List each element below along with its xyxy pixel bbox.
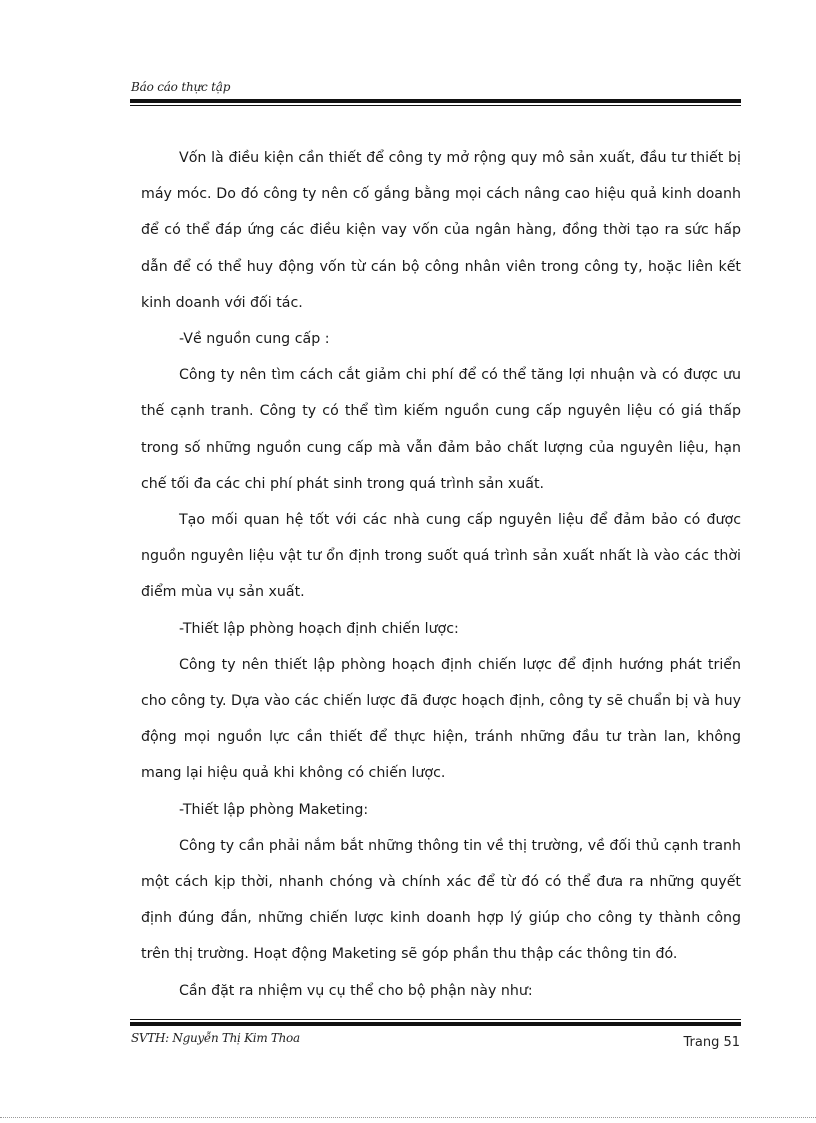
paragraph: Tạo mối quan hệ tốt với các nhà cung cấp nguyên liệu để đảm bảo có được nguồn nguyên liệu vật tư ổn định trong suốt quá trình sản xuất nhất là vào các thời điểm mùa vụ sản xuất. — [141, 512, 741, 601]
footer-author: SVTH: Nguyễn Thị Kim Thoa — [131, 1031, 300, 1045]
paragraph: Vốn là điều kiện cần thiết để công ty mở rộng quy mô sản xuất, đầu tư thiết bị máy móc. Do đó công ty nên cố gắng bằng mọi cách nâng cao hiệu quả kinh doanh để có thể đáp ứng các điều kiện vay vốn của ngân hàng, đồng thời tạo ra sức hấp dẫn để có thể huy động vốn từ cán bộ công nhân viên trong công ty, hoặc liên kết kinh doanh với đối tác. — [141, 150, 741, 311]
body-text — [141, 140, 741, 1009]
paragraph: -Thiết lập phòng Maketing: — [179, 801, 369, 818]
paragraph: Công ty cần phải nắm bắt những thông tin về thị trường, về đối thủ cạnh tranh một cách kịp thời, nhanh chóng và chính xác để từ đó có thể đưa ra những quyết định đúng đắn, những chiến lược kinh doanh hợp lý giúp cho công ty thành công trên thị trường. Hoạt động Maketing sẽ góp phần thu thập các thông tin đó. — [141, 837, 741, 963]
paragraph: -Thiết lập phòng hoạch định chiến lược: — [179, 620, 459, 637]
footer-rule-thick — [130, 1022, 741, 1026]
footer-rule-thin — [130, 1019, 741, 1020]
header-title: Báo cáo thực tập — [131, 80, 231, 94]
paragraph: Công ty nên thiết lập phòng hoạch định chiến lược để định hướng phát triển cho công ty. Dựa vào các chiến lược đã được hoạch định, công ty sẽ chuẩn bị và huy động mọi nguồn lực cần thiết để thực hiện, tránh những đầu tư tràn lan, không mang lại hiệu quả khi không có chiến lược. — [141, 656, 741, 782]
header-rule-thick — [130, 99, 741, 103]
page-number: Trang 51 — [683, 1035, 740, 1050]
paragraph: Công ty nên tìm cách cắt giảm chi phí để có thể tăng lợi nhuận và có được ưu thế cạnh tranh. Công ty có thể tìm kiếm nguồn cung cấp nguyên liệu có giá thấp trong số những nguồn cung cấp mà vẫn đảm bảo chất lượng của nguyên liệu, hạn chế tối đa các chi phí phát sinh trong quá trình sản xuất. — [141, 367, 741, 492]
paragraph: Cần đặt ra nhiệm vụ cụ thể cho bộ phận này như: — [179, 982, 533, 999]
page-bottom-edge — [0, 1117, 816, 1118]
paragraph: -Về nguồn cung cấp : — [179, 331, 330, 348]
header-rule-thin — [130, 105, 741, 106]
